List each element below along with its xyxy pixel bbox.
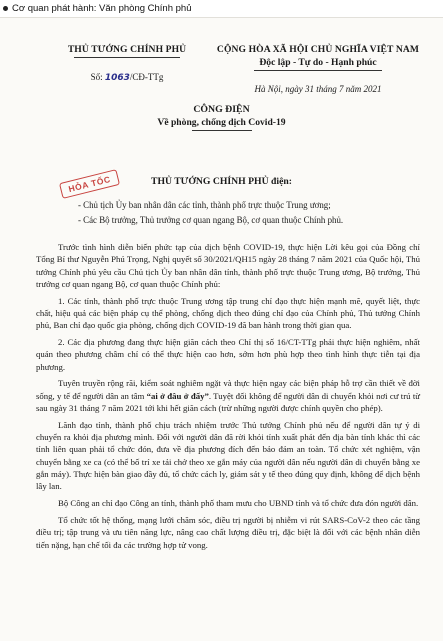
body-paragraph: Tuyên truyền rộng rãi, kiểm soát nghiêm ngặt và thực hiện ngay các biện pháp hỗ trợ cần thiết về đời sống, y tế để người dân an tâm “ai ở đâu ở đấy”. Tuyệt đối không để người dân di chuyển khỏi nơi cư trú từ sau ngày 31 tháng 7 năm 2021 tới khi hết giãn cách (trừ những người được chính quyền cho phép).	[36, 378, 420, 414]
authority-underline	[74, 57, 180, 58]
motto-underline	[254, 70, 382, 71]
bullet-icon	[3, 6, 8, 11]
subject-underline	[192, 130, 252, 131]
emphasis-quote: “ai ở đâu ở đấy”	[146, 390, 209, 401]
body-paragraph: Tổ chức tốt hệ thống, mạng lưới chăm sóc, điều trị người bị nhiễm vi rút SARS-CoV-2 theo các tầng điều trị; tập trung và ưu tiên năng lực, nâng cao chất lượng điều trị, đặc biệt là đối với các bệnh nhân diễn tiến nặng, hạn chế tối đa các trường hợp tử vong.	[36, 514, 420, 550]
document-subject: Về phòng, chống dịch Covid-19	[157, 117, 286, 128]
issuing-authority: THỦ TƯỚNG CHÍNH PHỦ	[67, 44, 187, 55]
recipient-list	[36, 200, 416, 230]
issuer-text: Cơ quan phát hành: Văn phòng Chính phủ	[12, 2, 192, 14]
header-left	[52, 44, 202, 83]
header-right	[213, 44, 423, 94]
recipient-item: - Các Bộ trưởng, Thủ trưởng cơ quan ngang Bộ, cơ quan thuộc Chính phủ.	[78, 215, 344, 225]
body-paragraph: Lãnh đạo tỉnh, thành phố chịu trách nhiệm trước Thủ tướng Chính phủ nếu để người dân tự ý di chuyển ra khỏi địa phương mình. Đối với người dân đã rời khỏi tỉnh xuất phát đến địa bàn tỉnh khác thì các tỉnh liên quan phải tổ chức đón, đưa về địa phương đích đến bảo đảm an toàn. Tổ chức xét nghiệm, vận chuyển bằng xe ca (có thể bố trí xe tải chở theo xe gắn máy của người dân nếu người dân di chuyển bằng xe gắn máy). Thực hiện bàn giao đầy đủ, tổ chức cách ly, giám sát y tế theo đúng quy định, không để dịch bệnh lây lan.	[36, 419, 420, 492]
body-paragraph: Bộ Công an chỉ đạo Công an tỉnh, thành phố tham mưu cho UBND tỉnh và tổ chức đưa đón người dân.	[58, 498, 419, 509]
document-title	[0, 104, 443, 131]
issuer-bar	[0, 0, 443, 16]
body-paragraph: 2. Các địa phương đang thực hiện giãn cách theo Chỉ thị số 16/CT-TTg phải thực hiện nghiêm, nhất quán theo phương châm chỉ có thể thực hiện cao hơn, sớm hơn phù hợp theo tình hình thực tiễn tại địa phương.	[36, 337, 420, 372]
national-title: CỘNG HÒA XÃ HỘI CHỦ NGHĨA VIỆT NAM	[216, 44, 420, 55]
document-page	[0, 17, 443, 641]
document-type: CÔNG ĐIỆN	[193, 104, 250, 115]
body-paragraph: 1. Các tỉnh, thành phố trực thuộc Trung ương tập trung chỉ đạo thực hiện mạnh mẽ, quyết liệt, thực chất, hiệu quả các biện pháp cụ thể phòng, chống dịch theo đúng chỉ đạo của Chính phủ, Thủ tướng Chính phủ, Ban chỉ đạo quốc gia phòng, chống dịch COVID-19 đã ban hành trong thời gian qua.	[36, 295, 420, 331]
national-motto: Độc lập - Tự do - Hạnh phúc	[259, 57, 377, 68]
urgent-stamp: HỎA TỐC	[59, 169, 120, 199]
handwritten-number: 1063	[104, 73, 130, 83]
addressee-line: THỦ TƯỚNG CHÍNH PHỦ điện:	[150, 176, 293, 187]
body-paragraph: Trước tình hình diễn biến phức tạp của dịch bệnh COVID-19, thực hiện Lời kêu gọi của Đồng chí Tổng Bí thư Nguyễn Phú Trọng, Nghị quyết số 30/2021/QH15 ngày 28 tháng 7 năm 2021 của Quốc hội, Thủ tướng Chính phủ yêu cầu Chủ tịch Ủy ban nhân dân tỉnh, thành phố trực thuộc Trung ương, Bộ trưởng, Thủ trưởng cơ quan ngang Bộ, cơ quan thuộc Chính phủ:	[36, 242, 420, 289]
document-body	[36, 241, 420, 555]
document-number: Số: 1063/CĐ-TTg	[90, 72, 164, 83]
document-date: Hà Nội, ngày 31 tháng 7 năm 2021	[254, 84, 382, 94]
recipient-item: - Chủ tịch Ủy ban nhân dân các tỉnh, thành phố trực thuộc Trung ương;	[78, 200, 331, 210]
